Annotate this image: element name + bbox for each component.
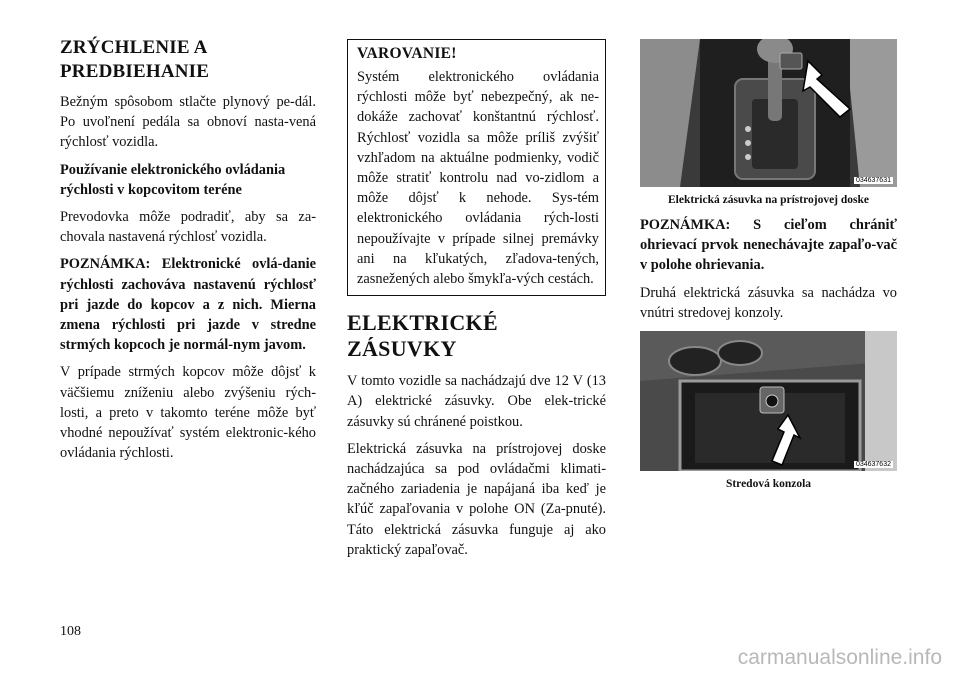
figure2-code: 034637632 xyxy=(855,461,891,469)
section-title-acceleration: ZRÝCHLENIE A PREDBIEHANIE xyxy=(60,37,210,82)
paragraph-console-outlet: Druhá elektrická zásuvka sa nachádza vo vnútri stredovej konzoly. xyxy=(640,284,897,321)
paragraph-steep-hills: V prípade strmých kopcov môže dôjsť k väčšiemu zníženiu alebo zvýšeniu rých-losti, a preto v takomto teréne môže byť vhodné nepoužívať systém elektronic-kého ovládania rýchlosti. xyxy=(60,364,316,462)
center-console-photo xyxy=(640,331,897,471)
paragraph-downshift: Prevodovka môže podradiť, aby sa za-chovala nastavená rýchlosť vozidla. xyxy=(60,209,316,246)
note-hills: POZNÁMKA: Elektronické ovlá-danie rýchlosti zachováva nastavenú rýchlosť pri jazde do kopcov a z nich. Mierna zmena rýchlosti pri jazde v stredne strmých kopcoch je normál-nym javom. xyxy=(60,256,316,354)
paragraph-dashboard-outlet: Elektrická zásuvka na prístrojovej doske nachádzajúca sa pod ovládačmi klimati-začného zariadenia je napájaná iba keď je kľúč zapaľovania v polohe ON (Za-pnuté). Táto elektrická zásuvka funguje aj ako praktický zapaľovač. xyxy=(347,440,606,558)
page-number: 108 xyxy=(60,624,81,639)
section-title-power-outlets: ELEKTRICKÉ ZÁSUVKY xyxy=(347,310,498,362)
figure1-code: 034637631 xyxy=(855,177,891,184)
paragraph-accelerate: Bežným spôsobom stlačte plynový pe-dál. Po uvoľnení pedála sa obnoví nasta-vená rýchlosť vozidla. xyxy=(60,94,316,151)
watermark: carmanualsonline.info xyxy=(737,646,942,669)
paragraph-two-outlets: V tomto vozidle sa nachádzajú dve 12 V (13 A) elektrické zásuvky. Obe elek-trické zásuvky sú chránené poistkou. xyxy=(347,373,606,430)
dashboard-outlet-photo xyxy=(640,39,897,187)
figure2-caption: Stredová konzola xyxy=(725,478,812,491)
warning-title: VAROVANIE! xyxy=(357,45,457,62)
gear-shifter-illustration xyxy=(640,39,897,187)
figure1-caption: Elektrická zásuvka na prístrojovej doske xyxy=(667,194,870,206)
note-heating-element: POZNÁMKA: S cieľom chrániť ohrievací prvok nenechávajte zapaľo-vač v polohe ohrievania. xyxy=(640,217,897,274)
column-right xyxy=(640,36,897,499)
center-console-illustration xyxy=(640,331,897,471)
warning-text: Systém elektronického ovládania rýchlosti môže byť nebezpečný, ak ne-dokáže zachovať konštantnú rýchlosť. Rýchlosť vozidla sa môže príliš zvýšiť vzhľadom na aktuálne podmienky, vodič môže stratiť kontrolu nad vo-zidlom a môže dôjsť k nehode. Sys-tém elektronického ovládania rých-losti nepoužívajte v prípade silnej premávky ani na kľukatých, zľadova-tených, zasnežených alebo šmykľa-vých cestách. xyxy=(357,69,599,288)
column-left xyxy=(60,36,316,470)
warning-box xyxy=(347,39,606,296)
column-middle xyxy=(347,36,606,567)
subheading-hilly-terrain: Používanie elektronického ovládania rýchlosti v kopcovitom teréne xyxy=(60,161,286,198)
